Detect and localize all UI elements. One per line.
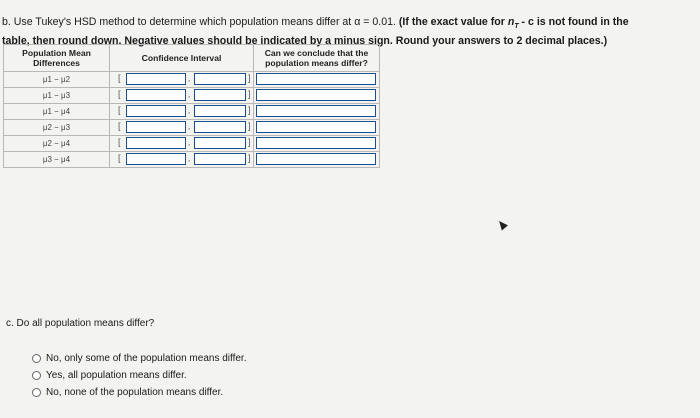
instruction-line-1 bbox=[2, 15, 698, 34]
ci-lower-input[interactable] bbox=[126, 153, 186, 165]
close-bracket: ] bbox=[248, 89, 251, 99]
mean-difference-label: μ2 − μ4 bbox=[4, 136, 110, 152]
comma: , bbox=[188, 90, 191, 99]
table-row bbox=[4, 136, 380, 152]
table-row bbox=[4, 152, 380, 168]
ci-lower-input[interactable] bbox=[126, 73, 186, 85]
mean-difference-label: μ3 − μ4 bbox=[4, 152, 110, 168]
ci-upper-input[interactable] bbox=[194, 105, 246, 117]
header-ci: Confidence Interval bbox=[110, 45, 254, 72]
header-diff: Population Mean Differences bbox=[4, 45, 110, 72]
ci-upper-input[interactable] bbox=[194, 137, 246, 149]
mean-difference-label: μ1 − μ2 bbox=[4, 72, 110, 88]
ci-upper-input[interactable] bbox=[194, 73, 246, 85]
ci-lower-input[interactable] bbox=[126, 89, 186, 101]
conclusion-dropdown[interactable] bbox=[256, 89, 376, 101]
table-row bbox=[4, 88, 380, 104]
open-bracket: [ bbox=[118, 105, 121, 115]
open-bracket: [ bbox=[118, 121, 121, 131]
conclusion-dropdown[interactable] bbox=[256, 73, 376, 85]
comma: , bbox=[188, 138, 191, 147]
close-bracket: ] bbox=[248, 153, 251, 163]
option-none-differ[interactable]: No, none of the population means differ. bbox=[32, 384, 247, 401]
mouse-cursor bbox=[496, 218, 508, 230]
table-row bbox=[4, 72, 380, 88]
ci-lower-input[interactable] bbox=[126, 105, 186, 117]
close-bracket: ] bbox=[248, 137, 251, 147]
close-bracket: ] bbox=[248, 105, 251, 115]
comma: , bbox=[188, 74, 191, 83]
open-bracket: [ bbox=[118, 89, 121, 99]
mean-difference-label: μ2 − μ3 bbox=[4, 120, 110, 136]
comma: , bbox=[188, 154, 191, 163]
ci-upper-input[interactable] bbox=[194, 121, 246, 133]
nt-symbol: n bbox=[507, 16, 515, 28]
open-bracket: [ bbox=[118, 153, 121, 163]
mean-difference-label: μ1 − μ3 bbox=[4, 88, 110, 104]
question-c-label: c. Do all population means differ? bbox=[6, 318, 155, 329]
ci-lower-input[interactable] bbox=[126, 121, 186, 133]
conclusion-dropdown[interactable] bbox=[256, 121, 376, 133]
comma: , bbox=[188, 106, 191, 115]
comma: , bbox=[188, 122, 191, 131]
ci-upper-input[interactable] bbox=[194, 89, 246, 101]
instruction-text: b. Use Tukey's HSD method to determine which population means differ at bbox=[2, 16, 355, 28]
instruction-bold: (If the exact value for $n_T$ - c is not found in the bbox=[398, 16, 629, 31]
option-some-differ[interactable]: No, only some of the population means differ. bbox=[32, 350, 247, 367]
conclusion-dropdown[interactable] bbox=[256, 105, 376, 117]
open-bracket: [ bbox=[118, 73, 121, 83]
table-row bbox=[4, 120, 380, 136]
ci-upper-input[interactable] bbox=[194, 153, 246, 165]
option-all-differ[interactable]: Yes, all population means differ. bbox=[32, 367, 247, 384]
close-bracket: ] bbox=[248, 121, 251, 131]
hsd-table bbox=[3, 44, 380, 168]
ci-lower-input[interactable] bbox=[126, 137, 186, 149]
open-bracket: [ bbox=[118, 137, 121, 147]
alpha-value: α = 0.01. bbox=[354, 16, 399, 28]
mean-difference-label: μ1 − μ4 bbox=[4, 104, 110, 120]
radio-button[interactable] bbox=[32, 371, 41, 380]
header-conclude: Can we conclude that the population means differ? bbox=[254, 45, 380, 72]
table-row bbox=[4, 104, 380, 120]
radio-button[interactable] bbox=[32, 388, 41, 397]
radio-button[interactable] bbox=[32, 354, 41, 363]
question-c-options bbox=[32, 350, 247, 401]
instruction-line-2: table, then round down. Negative values should be indicated by a minus sign. Round your answers to 2 decimal places.) bbox=[2, 35, 608, 48]
close-bracket: ] bbox=[248, 73, 251, 83]
conclusion-dropdown[interactable] bbox=[256, 153, 376, 165]
conclusion-dropdown[interactable] bbox=[256, 137, 376, 149]
